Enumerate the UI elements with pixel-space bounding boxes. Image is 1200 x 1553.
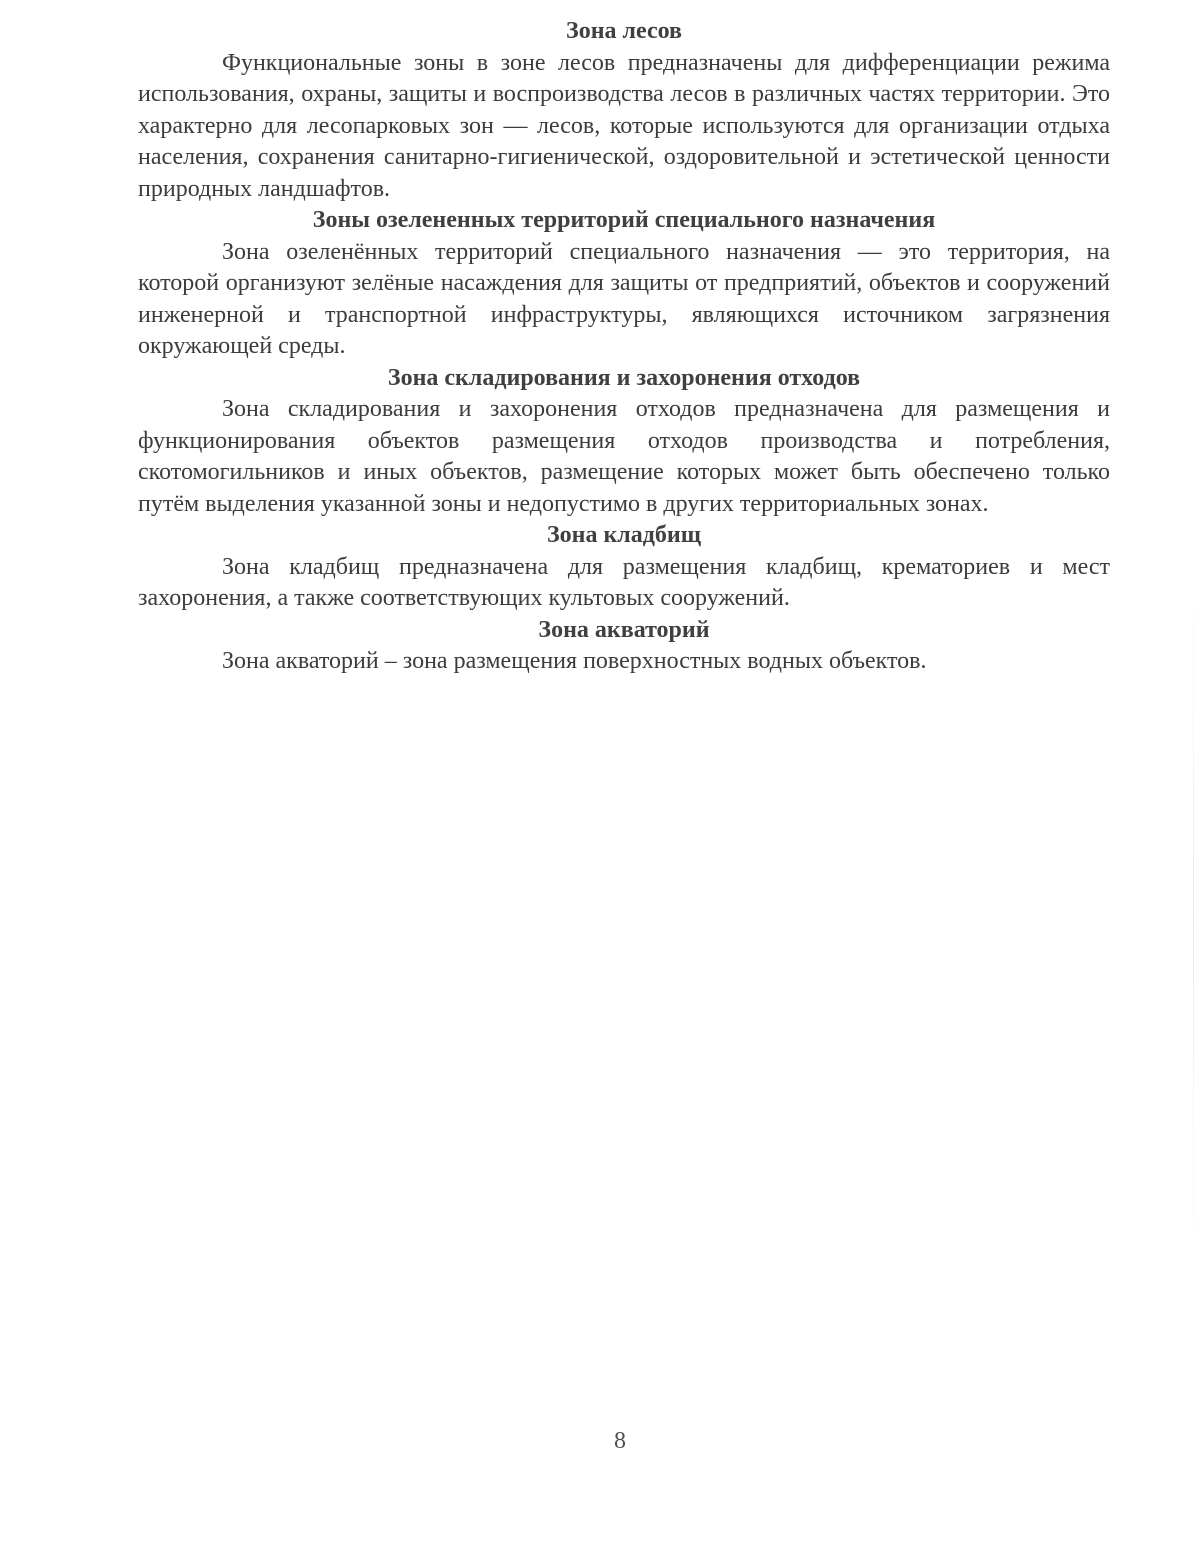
paragraph-waste-storage-zone: Зона складирования и захоронения отходов предназначена для размещения и функционирования объектов размещения отходов производства и потребления, скотомогильников и иных объектов, размещение которых может быть обеспечено только путём выделения указанной зоны и недопустимо в других территориальных зонах.	[138, 396, 1110, 517]
section-forests	[138, 16, 1110, 205]
heading-cemetery-zone: Зона кладбищ	[546, 522, 702, 548]
paragraph-water-area-zone: Зона акваторий – зона размещения поверхностных водных объектов.	[222, 648, 927, 674]
section-cemeteries	[138, 520, 1110, 615]
heading-forest-zone: Зона лесов	[566, 18, 682, 44]
section-green-territories	[138, 205, 1110, 363]
heading-water-area-zone: Зона акваторий	[538, 616, 710, 643]
paragraph-forest-zone: Функциональные зоны в зоне лесов предназначены для дифференциации режима использования, охраны, защиты и воспроизводства лесов в различных частях территории. Это характерно для лесопарковых зон — лесов, которые используются для организации отдыха населения, сохранения санитарно-гигиенической, оздоровительной и эстетической ценности природных ландшафтов.	[138, 49, 1110, 202]
paragraph-cemetery-zone: Зона кладбищ предназначена для размещения кладбищ, крематориев и мест захоронения, а также соответствующих культовых сооружений.	[138, 553, 1110, 611]
document-page	[138, 16, 1110, 678]
section-waste-storage	[138, 363, 1110, 521]
paragraph-green-territories-zone: Зона озеленённых территорий специального назначения — это территория, на которой организуют зелёные насаждения для защиты от предприятий, объектов и сооружений инженерной и транспортной инфраструктуры, являющихся источником загрязнения окружающей среды.	[138, 238, 1110, 359]
heading-green-territories-zone: Зоны озелененных территорий специального назначения	[312, 207, 936, 233]
section-water-areas	[138, 615, 1110, 678]
scan-edge-artifact	[1193, 560, 1194, 1280]
heading-waste-storage-zone: Зона складирования и захоронения отходов	[387, 364, 861, 391]
page-number: 8	[614, 1428, 626, 1454]
